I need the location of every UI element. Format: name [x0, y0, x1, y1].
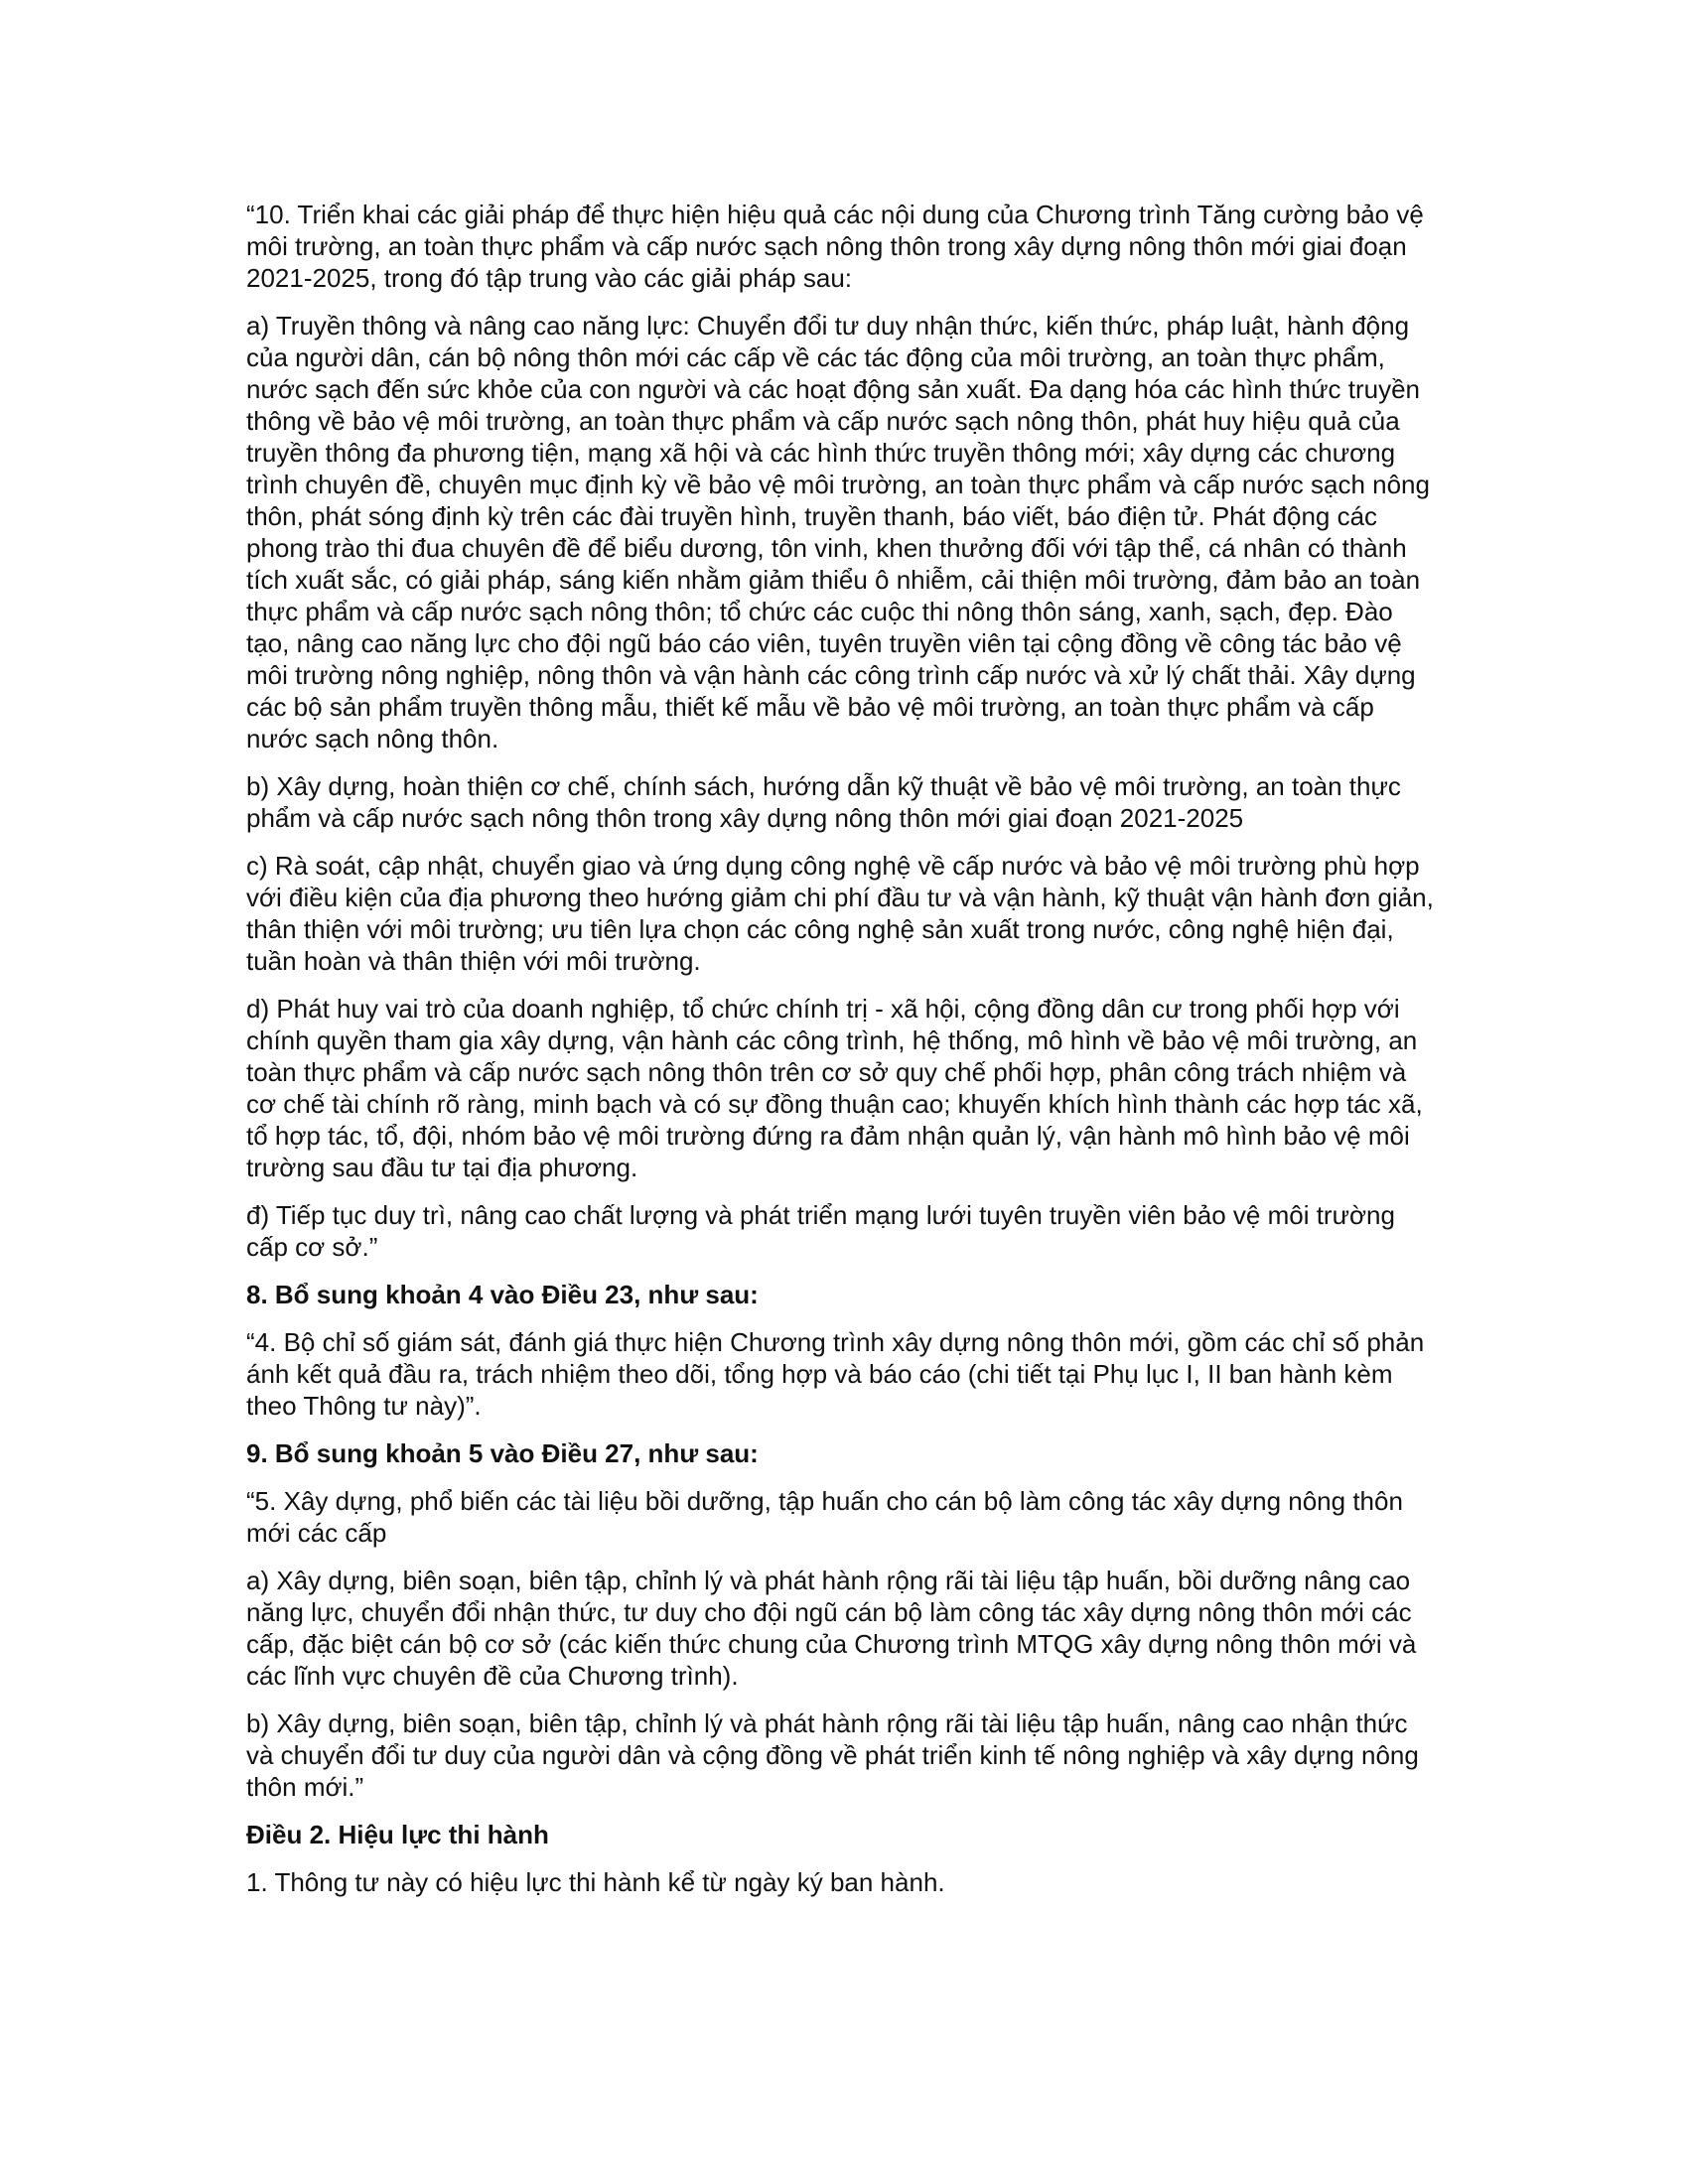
- paragraph-clause-5a: a) Xây dựng, biên soạn, biên tập, chỉnh lý và phát hành rộng rãi tài liệu tập huấn, bồi dưỡng nâng cao năng lực, chuyển đổi nhận thức, tư duy cho đội ngũ cán bộ làm công tác xây dựng nông thôn mới các cấp, đặc biệt cán bộ cơ sở (các kiến thức chung của Chương trình MTQG xây dựng nông thôn mới và các lĩnh vực chuyên đề của Chương trình).: [246, 1566, 1417, 1691]
- paragraph-10d: d) Phát huy vai trò của doanh nghiệp, tổ chức chính trị - xã hội, cộng đồng dân cư trong phối hợp với chính quyền tham gia xây dựng, vận hành các công trình, hệ thống, mô hình về bảo vệ môi trường, an toàn thực phẩm và cấp nước sạch nông thôn trên cơ sở quy chế phối hợp, phân công trách nhiệm và cơ chế tài chính rõ ràng, minh bạch và có sự đồng thuận cao; khuyến khích hình thành các hợp tác xã, tổ hợp tác, tổ, đội, nhóm bảo vệ môi trường đứng ra đảm nhận quản lý, vận hành mô hình bảo vệ môi trường sau đầu tư tại địa phương.: [246, 994, 1423, 1182]
- paragraph-10a: a) Truyền thông và nâng cao năng lực: Chuyển đổi tư duy nhận thức, kiến thức, pháp luật, hành động của người dân, cán bộ nông thôn mới các cấp về các tác động của môi trường, an toàn thực phẩm, nước sạch đến sức khỏe của con người và các hoạt động sản xuất. Đa dạng hóa các hình thức truyền thông về bảo vệ môi trường, an toàn thực phẩm và cấp nước sạch nông thôn, phát huy hiệu quả của truyền thông đa phương tiện, mạng xã hội và các hình thức truyền thông mới; xây dựng các chương trình chuyên đề, chuyên mục định kỳ về bảo vệ môi trường, an toàn thực phẩm và cấp nước sạch nông thôn, phát sóng định kỳ trên các đài truyền hình, truyền thanh, báo viết, báo điện tử. Phát động các phong trào thi đua chuyên đề để biểu dương, tôn vinh, khen thưởng đối với tập thể, cá nhân có thành tích xuất sắc, có giải pháp, sáng kiến nhằm giảm thiểu ô nhiễm, cải thiện môi trường, đảm bảo an toàn thực phẩm và cấp nước sạch nông thôn; tổ chức các cuộc thi nông thôn sáng, xanh, sạch, đẹp. Đào tạo, nâng cao năng lực cho đội ngũ báo cáo viên, tuyên truyền viên tại cộng đồng về công tác bảo vệ môi trường nông nghiệp, nông thôn và vận hành các công trình cấp nước và xử lý chất thải. Xây dựng các bộ sản phẩm truyền thông mẫu, thiết kế mẫu về bảo vệ môi trường, an toàn thực phẩm và cấp nước sạch nông thôn.: [246, 311, 1430, 753]
- paragraph-10-intro: “10. Triển khai các giải pháp để thực hiện hiệu quả các nội dung của Chương trình Tăng cường bảo vệ môi trường, an toàn thực phẩm và cấp nước sạch nông thôn trong xây dựng nông thôn mới giai đoạn 2021-2025, trong đó tập trung vào các giải pháp sau:: [246, 200, 1424, 293]
- paragraph-10c: c) Rà soát, cập nhật, chuyển giao và ứng dụng công nghệ về cấp nước và bảo vệ môi trường phù hợp với điều kiện của địa phương theo hướng giảm chi phí đầu tư và vận hành, kỹ thuật vận hành đơn giản, thân thiện với môi trường; ưu tiên lựa chọn các công nghệ sản xuất trong nước, công nghệ hiện đại, tuần hoàn và thân thiện với môi trường.: [246, 851, 1434, 976]
- paragraph-10b: b) Xây dựng, hoàn thiện cơ chế, chính sách, hướng dẫn kỹ thuật về bảo vệ môi trường, an toàn thực phẩm và cấp nước sạch nông thôn trong xây dựng nông thôn mới giai đoạn 2021-2025: [246, 771, 1401, 833]
- paragraph-clause-5b: b) Xây dựng, biên soạn, biên tập, chỉnh lý và phát hành rộng rãi tài liệu tập huấn, nâng cao nhận thức và chuyển đổi tư duy của người dân và cộng đồng về phát triển kinh tế nông nghiệp và xây dựng nông thôn mới.”: [246, 1708, 1419, 1802]
- document-page: [246, 199, 1438, 1914]
- paragraph-effect-1: 1. Thông tư này có hiệu lực thi hành kể từ ngày ký ban hành.: [246, 1867, 945, 1897]
- paragraph-clause-5: “5. Xây dựng, phổ biến các tài liệu bồi dưỡng, tập huấn cho cán bộ làm công tác xây dựng nông thôn mới các cấp: [246, 1486, 1403, 1548]
- paragraph-10dd: đ) Tiếp tục duy trì, nâng cao chất lượng và phát triển mạng lưới tuyên truyền viên bảo vệ môi trường cấp cơ sở.”: [246, 1200, 1395, 1262]
- section-heading-9: 9. Bổ sung khoản 5 vào Điều 27, như sau:: [246, 1438, 759, 1468]
- article-2-heading: Điều 2. Hiệu lực thi hành: [246, 1820, 549, 1849]
- section-heading-8: 8. Bổ sung khoản 4 vào Điều 23, như sau:: [246, 1280, 759, 1309]
- paragraph-clause-4: “4. Bộ chỉ số giám sát, đánh giá thực hiện Chương trình xây dựng nông thôn mới, gồm các chỉ số phản ánh kết quả đầu ra, trách nhiệm theo dõi, tổng hợp và báo cáo (chi tiết tại Phụ lục I, II ban hành kèm theo Thông tư này)”.: [246, 1327, 1425, 1421]
